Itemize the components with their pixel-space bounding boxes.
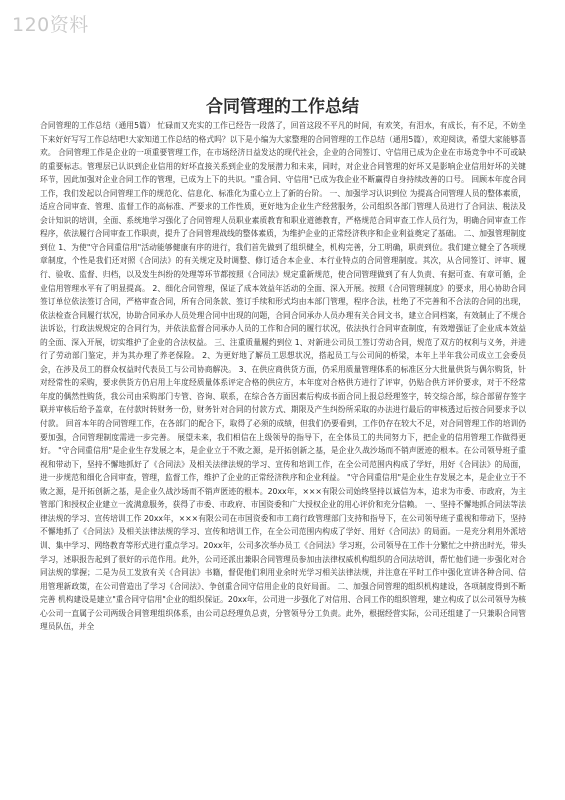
document-body xyxy=(40,119,526,634)
body-paragraph: 合同管理的工作总结（通用5篇） 忙碌而又充实的工作已经告一段落了，回首这段不平凡的时间，有欢笑，有泪水，有成长，有不足，不妨坐下来好好写写工作总结吧!大家知道工作总结的格式吗？以下是小编为大家整理的合同管理的工作总结（通用5篇），欢迎阅读，希望大家能够喜欢。 合同管理工作是企业的一项重要管理工作，在市场经济日益发达的现代社会，企业的合同签订、守信用已成为企业在市场竞争中不可或缺的重要标志。管理层已认识到企业信用的好坏直接关系到企业的发展潜力和未来，同时，对企业合同管理的好坏又是影响企业信用好坏的关键环节，因此加强对企业合同工作的管理，已成为上下的共识。"重合同、守信用"已成为我企业不断赢得自身持续改善的口号。 回顾本年度合同工作，我们发起以合同管理工作的规范化、信息化、标准化为重心立上了新的台阶。 一、加强学习认识到位 为提高合同管理人员的整体素质，适应合同审查、管理、监督工作的高标准、严要求的工作性质，更好地为企业生产经营服务，公司组织各部门管理人员进行了合同法、税法及会计知识的培训，全面、系统地学习强化了合同管理人员职业素质教育和职业道德教育，严格规范合同审查工作人员行为，明确合同审查工作程序，依法履行合同审查工作职责，提升了合同管理战线的整体素质，为维护企业的正常经济秩序和企业利益奠定了基础。 二、加强管理制度到位 1、为使"守合同重信用"活动能够健康有序的进行，我们首先做到了组织健全，机构完善，分工明确，职责到位。我们建立健全了各项规章制度，个性是我们还对照《合同法》的有关规定及时调整、修订适合本企业、本行业特点的合同管理制度。其次，从合同签订、评审、履行、验收、监督、归档，以及发生纠纷的处理等环节都按照《合同法》规定重新规范，使合同管理做到了有人负责、有据可查、有章可循，企业信用管理水平有了明显提高。 2、细化合同管理，保证了成本效益年活动的全面、深入开展。按照《合同管理制度》的要求，用心协助合同签订单位依法签订合同，严格审查合同，所有合同条款、签订手续和形式均由本部门管理，程序合法，杜绝了不完善和不合法的合同的出现，依法检查合同履行状况，协助合同承办人员处理合同中出现的问题，合同合同承办人员办理有关合同文书，建立合同档案，有效制止了不规合法诉讼，行政法规规定的合同行为，并依法监督合同承办人员的工作和合同的履行状况，依法执行合同审查制度，有效增强证了企业成本效益的全面、深入开展，切实维护了企业的合法权益。 三、注重质量履约到位 1、对新进公司员工签订劳动合同，规范了双方的权利与义务，并进行了劳动部门鉴定，并为其办理了养老保险。 2、为更好地了解员工思想状况，搭起员工与公司间的桥梁，本年上半年我公司成立工会委员会，在涉及员工的群众权益时代表员工与公司协商解决。 3、在供应商供货方面，仍采用质量管理体系的标准区分大批量供货与偶尔购货，针对经常性的采购，要求供货方仍启用上年度经质量体系评定合格的供应方，本年度对合格供方进行了评审，仍贴合供方评价要求，对于不经常年度的偶然性购货，我公司由采购部门专管、咨询、联系，在综合各方面因素后构成书面合同上报总经理签字，转交综合部，综合部留存签字联并审核后给予盖章，在付款时转财务一份，财务针对合同的付款方式、期限及产生纠纷所采取的办法进行最后的审核透过后按合同要求予以付款。 回首本年的合同管理工作，在各部门的配合下，取得了必须的成绩，但我们仍要看到，工作仍存在较大不足，对合同管理工作的培训仍要加强，合同管理制度需进一步完善。 展望未来，我们相信在上级领导的指导下，在全体员工的共同努力下，把企业的信用管理工作做得更好。 "守合同重信用"是企业生存发展之本，是企业立于不败之源，是开拓创新之基，是企业久战沙场而不销声匿迹的根本。在公司领导班子重视和带动下，坚持不懈地抓好了《合同法》及相关法律法规的学习、宣传和培训工作，在全公司范围内构成了学好，用好《合同法》的局面，进一步规范和细化合同审查，管理，监督工作，维护了企业的正常经济秩序和企业利益。 "守合同重信用"是企业生存发展之本，是企业立于不败之源，是开拓创新之基，是企业久战沙场而不销声匿迹的根本。20xx年，×××有限公司始终坚持以诚信为本，追求为市委、市政府，为主管部门和授权企业建立一流满意服务，获得了市委、市政府、市国资委和广大授权企业的用心评价和充分信赖。 一、坚持不懈地抓合同法等法律法规的学习、宣传培训工作 20xx年，×××有限公司在市国资委和市工商行政管理部门支持和指导下，在公司领导班子重视和带动下，坚持不懈地抓了《合同法》及相关法律法规的学习、宣传和培训工作，在全公司范围内构成了学好、用好《合同法》的局面。一是充分利用外派培训、集中学习、网络教育等形式进行重点学习。20xx年，公司多次举办员工《合同法》学习班，公司领导在工作十分繁忙之中挤出时光，带头学习，述职报告起到了很好的示范作用。此外，公司还派出兼职合同管理员参加由法律权威机构组织的合同法培训，帮忙他们进一步强化对合同法规的掌握；二是为员工发放有关《合同法》书籍，督促他们利用业余时光学习相关法律法规，并注意在平时工作中强化宣讲各种合同、信用管理新政策，在公司营造出了学习《合同法》、争创重合同守信用企业的良好局面。 二、加强合同管理的组织机构建设，各项制度得到不断完善 机构建设是建立"重合同守信用"企业的组织保证。20xx年，公司进一步强化了对信用、合同工作的组织管理，建立构成了以公司领导为核心公司一直属子公司两级合同管理组织体系，由公司总经理负总责，分管领导分工负责。此外，根据经营实际，公司还组建了一只兼职合同管理员队伍，并全 xyxy=(40,121,526,632)
watermark-logo: 120资料 xyxy=(12,14,89,36)
document-title: 合同管理的工作总结 xyxy=(206,97,359,117)
